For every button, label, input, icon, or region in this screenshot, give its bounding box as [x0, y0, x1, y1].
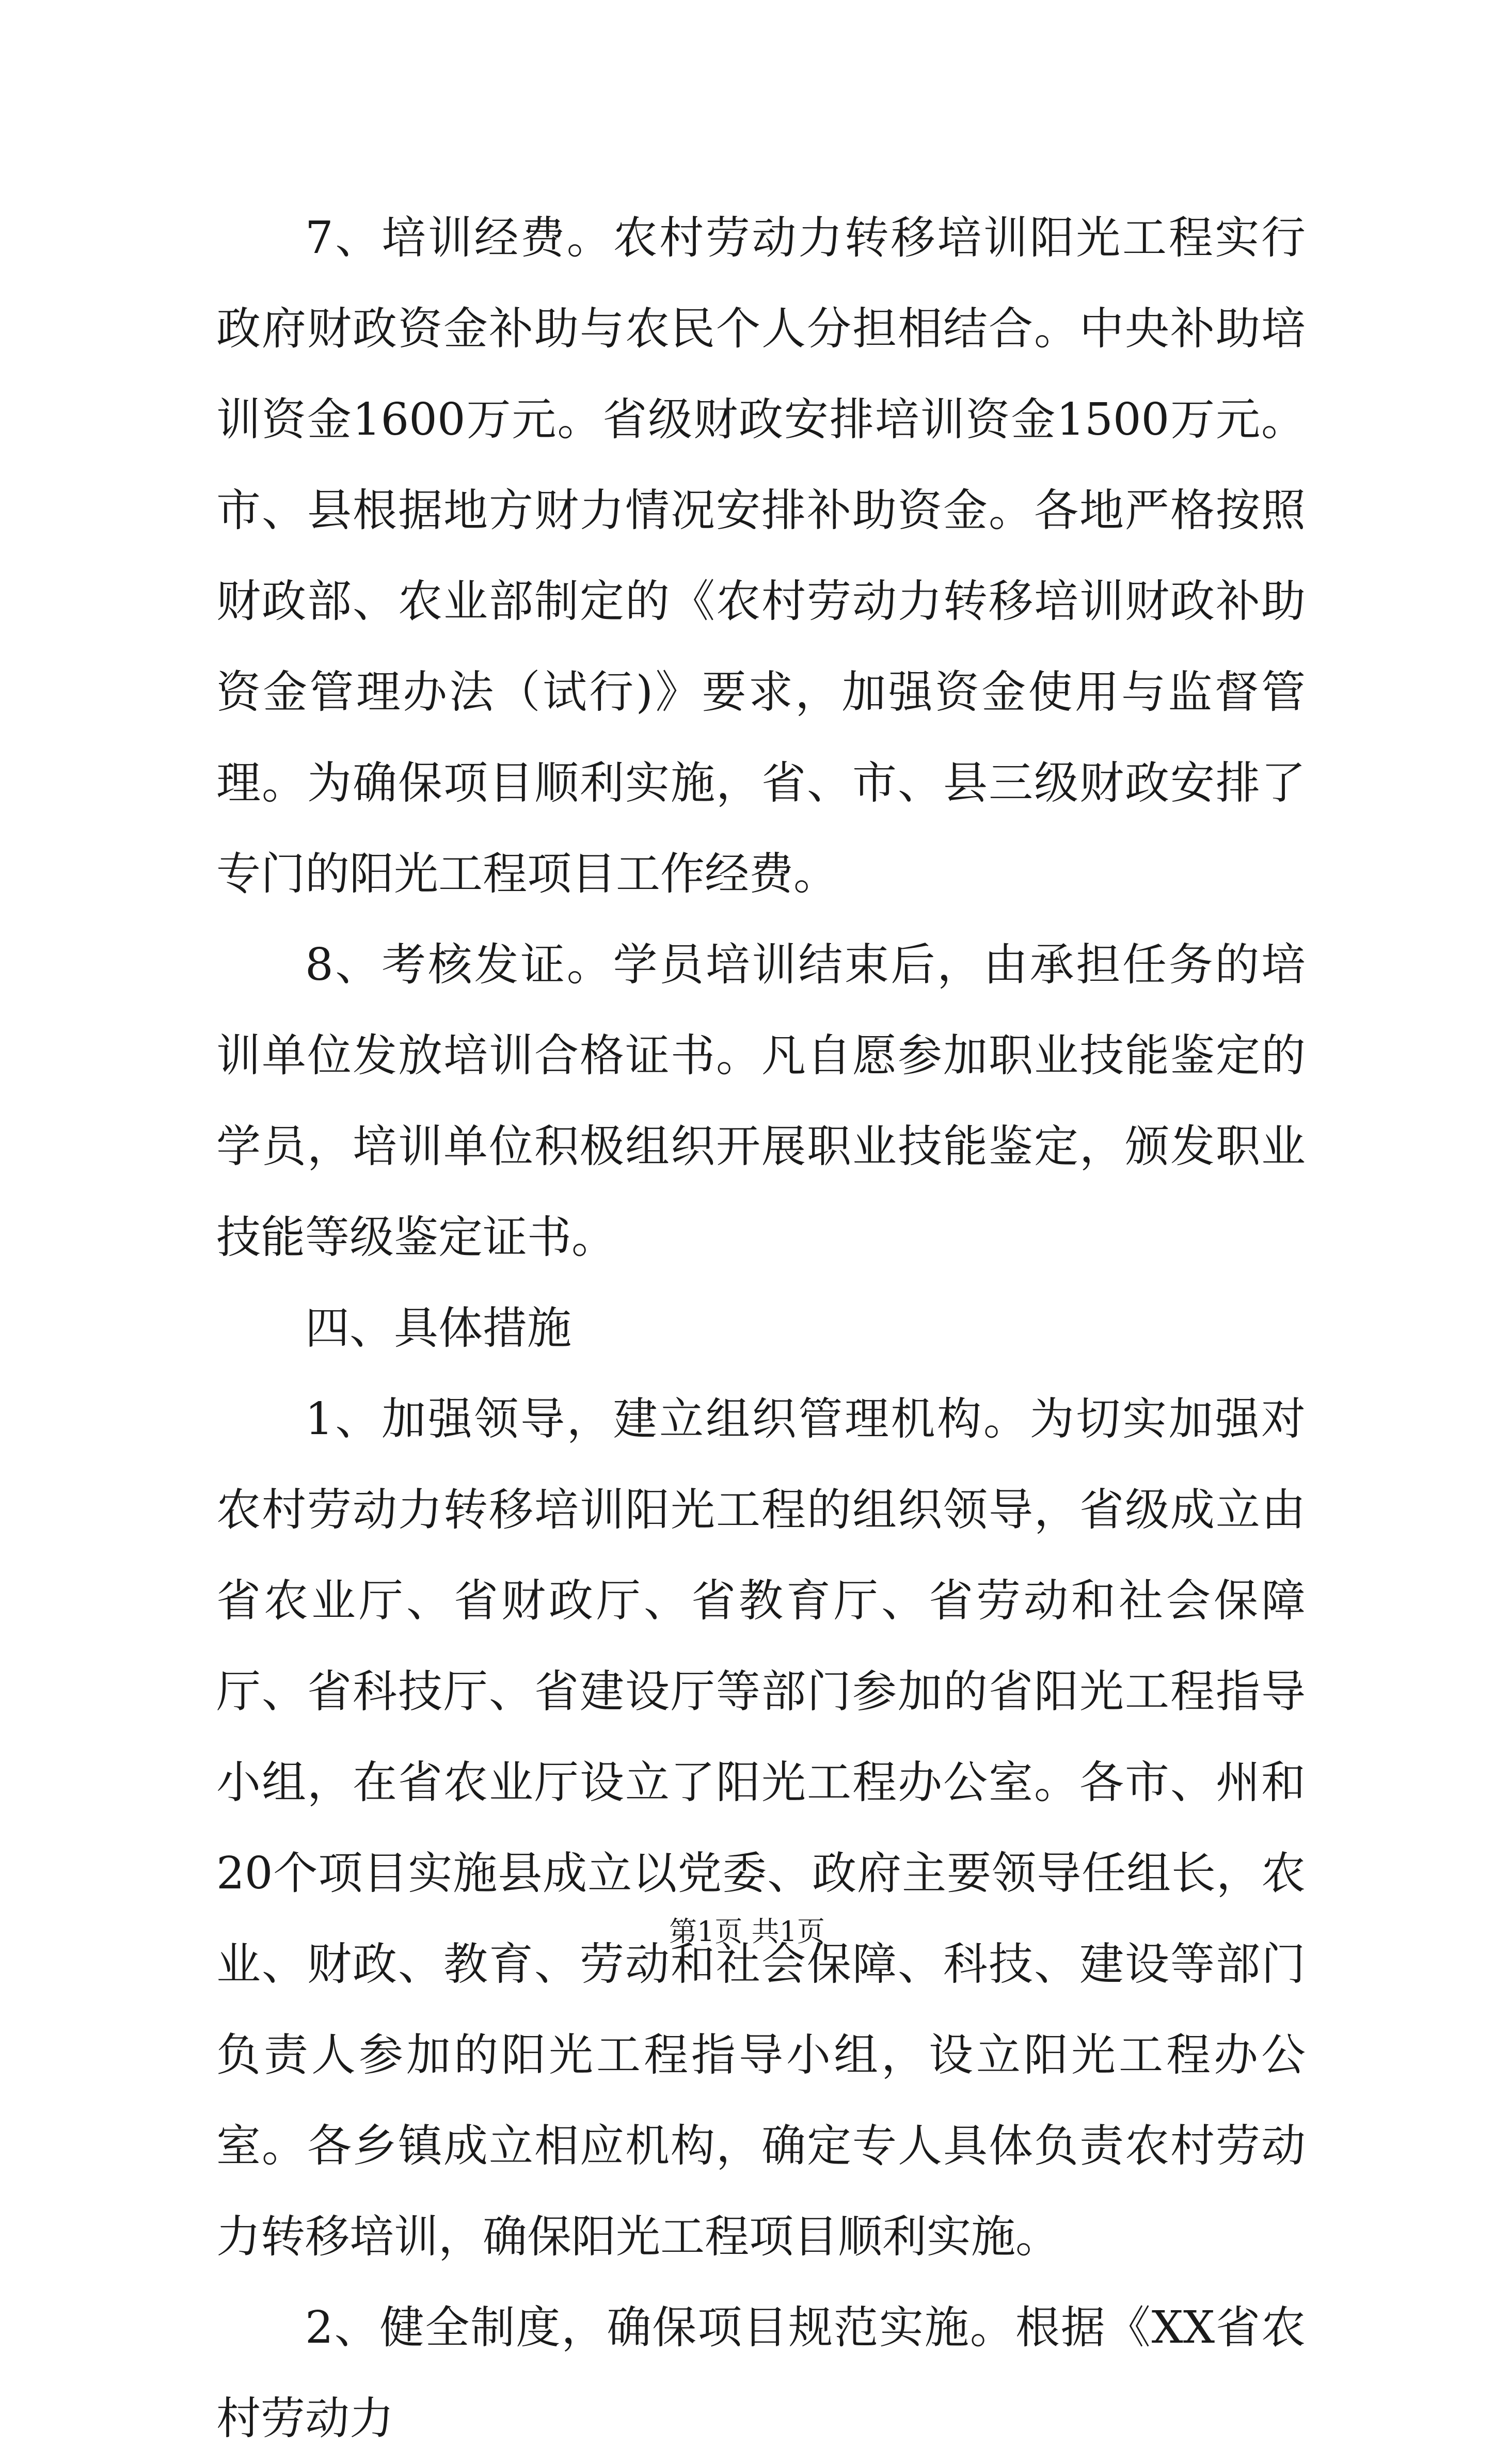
paragraph-strengthen-leadership: 1、加强领导，建立组织管理机构。为切实加强对农村劳动力转移培训阳光工程的组织领导，省级成立由省农业厅、省财政厅、省教育厅、省劳动和社会保障厅、省科技厅、省建设厅等部门参加的省阳光工程指导小组，在省农业厅设立了阳光工程办公室。各市、州和20个项目实施县成立以党委、政府主要领导任组长，农业、财政、教育、劳动和社会保障、科技、建设等部门负责人参加的阳光工程指导小组，设立阳光工程办公室。各乡镇成立相应机构，确定专人具体负责农村劳动力转移培训，确保阳光工程项目顺利实施。: [216, 1393, 1306, 2263]
document-body: [216, 193, 1306, 2464]
paragraph-improve-systems: 2、健全制度，确保项目规范实施。根据《XX省农村劳动力: [216, 2302, 1306, 2444]
paragraph-assessment-certificates: 8、考核发证。学员培训结束后，由承担任务的培训单位发放培训合格证书。凡自愿参加职业技能鉴定的学员，培训单位积极组织开展职业技能鉴定，颁发职业技能等级鉴定证书。: [216, 939, 1306, 1263]
paragraph-training-funds: 7、培训经费。农村劳动力转移培训阳光工程实行政府财政资金补助与农民个人分担相结合。中央补助培训资金1600万元。省级财政安排培训资金1500万元。市、县根据地方财力情况安排补助资金。各地严格按照财政部、农业部制定的《农村劳动力转移培训财政补助资金管理办法（试行)》要求，加强资金使用与监督管理。为确保项目顺利实施，省、市、县三级财政安排了专门的阳光工程项目工作经费。: [216, 212, 1306, 900]
section-heading-measures: 四、具体措施: [305, 1302, 571, 1354]
page-footer: 第1页 共1页: [669, 1915, 825, 1948]
